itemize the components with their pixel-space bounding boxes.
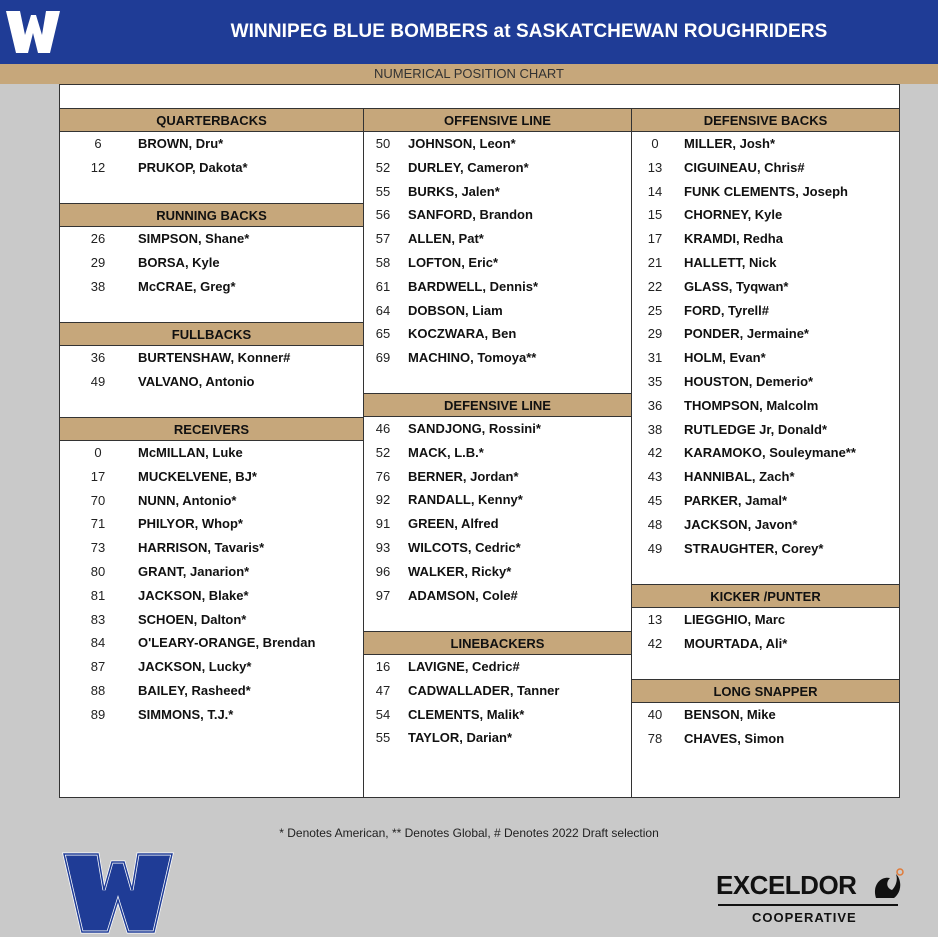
player-row: [60, 560, 363, 584]
position-header: LONG SNAPPER: [632, 679, 899, 703]
group-kicker-punter: [632, 584, 899, 656]
column-offense-backs: [60, 108, 363, 797]
position-header: QUARTERBACKS: [60, 108, 363, 132]
player-name: FORD, Tyrell#: [684, 302, 770, 318]
player-name: BARDWELL, Dennis*: [408, 278, 538, 294]
player-row: [60, 275, 363, 299]
player-name: McMILLAN, Luke: [138, 445, 243, 460]
player-name: RUTLEDGE Jr, Donald*: [684, 421, 828, 437]
player-number: 25: [647, 302, 663, 318]
player-row: [632, 632, 899, 656]
position-header: RUNNING BACKS: [60, 203, 363, 227]
player-name: ADAMSON, Cole#: [408, 587, 518, 603]
player-name: THOMPSON, Malcolm: [684, 397, 819, 413]
player-name: LIEGGHIO, Marc: [684, 612, 786, 627]
player-number: 38: [647, 421, 663, 437]
player-number: 84: [90, 635, 106, 651]
player-number: 58: [375, 254, 391, 270]
bombers-w-logo-icon: [62, 852, 174, 934]
player-row: [60, 132, 363, 156]
player-row: [632, 394, 899, 418]
player-row: [60, 370, 363, 394]
player-row: [632, 465, 899, 489]
player-row: [60, 156, 363, 180]
group-quarterbacks: [60, 108, 363, 180]
player-row: [364, 346, 631, 370]
player-name: JACKSON, Lucky*: [138, 659, 252, 675]
page-title: WINNIPEG BLUE BOMBERS at SASKATCHEWAN ROUGHRIDERS: [230, 21, 828, 42]
player-number: 55: [375, 730, 391, 746]
player-name: SANFORD, Brandon: [408, 207, 533, 223]
player-number: 65: [375, 326, 391, 342]
player-name: BORSA, Kyle: [138, 254, 220, 270]
player-name: KOCZWARA, Ben: [408, 326, 517, 342]
player-number: 96: [375, 563, 391, 579]
player-row: [632, 132, 899, 156]
player-row: [364, 251, 631, 275]
player-name: BURTENSHAW, Konner#: [138, 350, 291, 365]
player-number: 49: [90, 373, 106, 389]
player-name: CADWALLADER, Tanner: [408, 682, 560, 698]
player-row: [364, 227, 631, 251]
player-row: [60, 655, 363, 679]
player-number: 47: [375, 682, 391, 698]
group-receivers: [60, 417, 363, 727]
player-row: [632, 703, 899, 727]
player-name: SCHOEN, Dalton*: [138, 611, 247, 627]
player-number: 29: [90, 254, 106, 270]
player-row: [60, 584, 363, 608]
player-number: 89: [90, 706, 106, 722]
player-number: 26: [90, 231, 106, 246]
player-name: SANDJONG, Rossini*: [408, 421, 541, 436]
player-name: HANNIBAL, Zach*: [684, 469, 795, 485]
player-number: 12: [90, 159, 106, 175]
player-row: [60, 465, 363, 489]
player-name: BURKS, Jalen*: [408, 183, 500, 199]
player-row: [364, 488, 631, 512]
player-number: 76: [375, 468, 391, 484]
player-row: [364, 726, 631, 750]
player-name: CIGUINEAU, Chris#: [684, 159, 805, 175]
player-name: GLASS, Tyqwan*: [684, 278, 789, 294]
group-running-backs: [60, 203, 363, 298]
player-row: [632, 180, 899, 204]
group-offensive-line: [364, 108, 631, 370]
player-row: [364, 703, 631, 727]
player-row: [364, 322, 631, 346]
player-number: 54: [375, 706, 391, 722]
player-number: 50: [375, 136, 391, 151]
player-number: 92: [375, 492, 391, 508]
position-header: LINEBACKERS: [364, 631, 631, 655]
player-row: [364, 132, 631, 156]
group-defensive-line: [364, 393, 631, 607]
player-name: KRAMDI, Redha: [684, 231, 783, 247]
player-row: [60, 346, 363, 370]
player-row: [364, 441, 631, 465]
player-number: 43: [647, 469, 663, 485]
player-name: JACKSON, Javon*: [684, 516, 798, 532]
player-number: 52: [375, 159, 391, 175]
player-name: NUNN, Antonio*: [138, 492, 237, 508]
player-name: ALLEN, Pat*: [408, 231, 484, 247]
player-number: 16: [375, 659, 391, 674]
group-long-snapper: [632, 679, 899, 751]
player-name: JOHNSON, Leon*: [408, 136, 516, 151]
player-name: HOUSTON, Demerio*: [684, 373, 814, 389]
player-number: 97: [375, 587, 391, 603]
player-name: McCRAE, Greg*: [138, 278, 236, 294]
player-name: BENSON, Mike: [684, 707, 776, 722]
position-header: KICKER /PUNTER: [632, 584, 899, 608]
player-number: 36: [647, 397, 663, 413]
player-number: 81: [90, 587, 106, 603]
group-linebackers: [364, 631, 631, 750]
player-name: MACHINO, Tomoya**: [408, 350, 537, 366]
player-name: TAYLOR, Darian*: [408, 730, 513, 746]
player-row: [632, 203, 899, 227]
player-number: 13: [647, 612, 663, 627]
player-row: [632, 299, 899, 323]
player-number: 0: [94, 445, 102, 460]
player-number: 42: [647, 635, 663, 651]
player-number: 35: [647, 373, 663, 389]
player-row: [632, 537, 899, 561]
player-row: [364, 560, 631, 584]
position-header: FULLBACKS: [60, 322, 363, 346]
sponsor-divider: [718, 904, 898, 906]
position-header: RECEIVERS: [60, 417, 363, 441]
player-row: [364, 655, 631, 679]
header-bar: [0, 0, 938, 64]
player-name: JACKSON, Blake*: [138, 587, 249, 603]
player-number: 42: [647, 445, 663, 461]
player-number: 31: [647, 350, 663, 366]
player-row: [364, 536, 631, 560]
player-row: [632, 489, 899, 513]
player-name: VALVANO, Antonio: [138, 373, 255, 389]
player-row: [60, 512, 363, 536]
sponsor-logo: [712, 864, 917, 930]
player-number: 49: [647, 540, 663, 556]
player-name: DOBSON, Liam: [408, 302, 503, 318]
player-row: [632, 227, 899, 251]
player-name: WILCOTS, Cedric*: [408, 539, 521, 555]
player-row: [364, 679, 631, 703]
player-row: [364, 275, 631, 299]
player-name: HARRISON, Tavaris*: [138, 540, 265, 556]
player-row: [632, 346, 899, 370]
player-name: DURLEY, Cameron*: [408, 159, 529, 175]
player-name: RANDALL, Kenny*: [408, 492, 523, 508]
player-number: 40: [647, 707, 663, 722]
player-name: GRANT, Janarion*: [138, 563, 250, 579]
player-name: CHORNEY, Kyle: [684, 207, 783, 223]
player-number: 71: [90, 516, 106, 532]
player-number: 46: [375, 421, 391, 436]
player-number: 57: [375, 231, 391, 247]
position-header: DEFENSIVE BACKS: [632, 108, 899, 132]
player-number: 45: [647, 492, 663, 508]
player-number: 17: [90, 468, 106, 484]
sponsor-name: EXCELDOR: [716, 870, 857, 900]
player-number: 6: [94, 136, 102, 151]
player-number: 61: [375, 278, 391, 294]
footnote: * Denotes American, ** Denotes Global, # Denotes 2022 Draft selection: [279, 826, 659, 840]
player-row: [632, 370, 899, 394]
player-number: 56: [375, 207, 391, 223]
player-number: 73: [90, 540, 106, 556]
chart-subtitle: NUMERICAL POSITION CHART: [0, 64, 938, 84]
player-name: GREEN, Alfred: [408, 516, 499, 532]
player-number: 64: [375, 302, 391, 318]
player-name: SIMMONS, T.J.*: [138, 706, 234, 722]
column-lines: [363, 108, 631, 797]
player-name: LOFTON, Eric*: [408, 254, 499, 270]
player-number: 70: [90, 492, 106, 508]
player-name: PONDER, Jermaine*: [684, 326, 809, 342]
player-row: [632, 727, 899, 751]
position-header: OFFENSIVE LINE: [364, 108, 631, 132]
player-number: 36: [90, 350, 106, 365]
player-name: HOLM, Evan*: [684, 350, 766, 366]
player-row: [632, 513, 899, 537]
player-number: 69: [375, 350, 391, 366]
player-name: WALKER, Ricky*: [408, 563, 512, 579]
player-row: [60, 536, 363, 560]
player-number: 55: [375, 183, 391, 199]
player-name: PHILYOR, Whop*: [138, 516, 243, 532]
player-name: BERNER, Jordan*: [408, 468, 519, 484]
player-number: 21: [647, 254, 663, 270]
player-row: [632, 418, 899, 442]
player-number: 93: [375, 539, 391, 555]
player-row: [364, 180, 631, 204]
player-row: [632, 322, 899, 346]
player-number: 15: [647, 207, 663, 223]
player-row: [364, 203, 631, 227]
bombers-w-logo-icon: [6, 9, 60, 55]
player-name: STRAUGHTER, Corey*: [684, 540, 824, 556]
player-row: [364, 512, 631, 536]
player-row: [60, 227, 363, 251]
player-name: FUNK CLEMENTS, Joseph: [684, 183, 848, 199]
player-row: [60, 703, 363, 727]
group-fullbacks: [60, 322, 363, 394]
player-row: [364, 584, 631, 608]
player-number: 38: [90, 278, 106, 294]
player-row: [364, 465, 631, 489]
column-defense-special: [631, 108, 899, 797]
player-number: 87: [90, 659, 106, 675]
player-number: 17: [647, 231, 663, 247]
player-name: MACK, L.B.*: [408, 444, 484, 460]
player-name: PRUKOP, Dakota*: [138, 159, 248, 175]
player-number: 88: [90, 682, 106, 698]
player-row: [632, 156, 899, 180]
player-row: [60, 608, 363, 632]
player-name: MILLER, Josh*: [684, 136, 776, 151]
position-chart: [59, 84, 900, 798]
player-row: [60, 251, 363, 275]
player-name: LAVIGNE, Cedric#: [408, 659, 520, 674]
player-number: 13: [647, 159, 663, 175]
player-name: BAILEY, Rasheed*: [138, 682, 251, 698]
player-row: [364, 156, 631, 180]
player-number: 0: [651, 136, 659, 151]
player-number: 29: [647, 326, 663, 342]
player-name: PARKER, Jamal*: [684, 492, 788, 508]
player-number: 78: [647, 730, 663, 746]
player-number: 91: [375, 516, 391, 532]
player-row: [632, 608, 899, 632]
player-name: SIMPSON, Shane*: [138, 231, 250, 246]
rooster-icon: [870, 868, 906, 902]
player-name: CHAVES, Simon: [684, 730, 785, 746]
player-name: KARAMOKO, Souleymane**: [684, 445, 856, 461]
player-row: [60, 441, 363, 465]
player-row: [632, 251, 899, 275]
player-row: [364, 299, 631, 323]
player-name: HALLETT, Nick: [684, 254, 777, 270]
player-number: 14: [647, 183, 663, 199]
player-row: [60, 679, 363, 703]
player-row: [632, 275, 899, 299]
player-name: MUCKELVENE, BJ*: [138, 468, 257, 484]
player-row: [364, 417, 631, 441]
sponsor-subtitle: COOPERATIVE: [752, 910, 857, 925]
player-row: [60, 489, 363, 513]
player-number: 22: [647, 278, 663, 294]
group-defensive-backs: [632, 108, 899, 560]
position-header: DEFENSIVE LINE: [364, 393, 631, 417]
player-number: 48: [647, 516, 663, 532]
player-name: MOURTADA, Ali*: [684, 635, 788, 651]
player-name: CLEMENTS, Malik*: [408, 706, 525, 722]
player-row: [632, 441, 899, 465]
player-name: O'LEARY-ORANGE, Brendan: [138, 635, 316, 651]
player-name: BROWN, Dru*: [138, 136, 224, 151]
player-number: 83: [90, 611, 106, 627]
player-number: 52: [375, 444, 391, 460]
player-number: 80: [90, 563, 106, 579]
player-row: [60, 631, 363, 655]
